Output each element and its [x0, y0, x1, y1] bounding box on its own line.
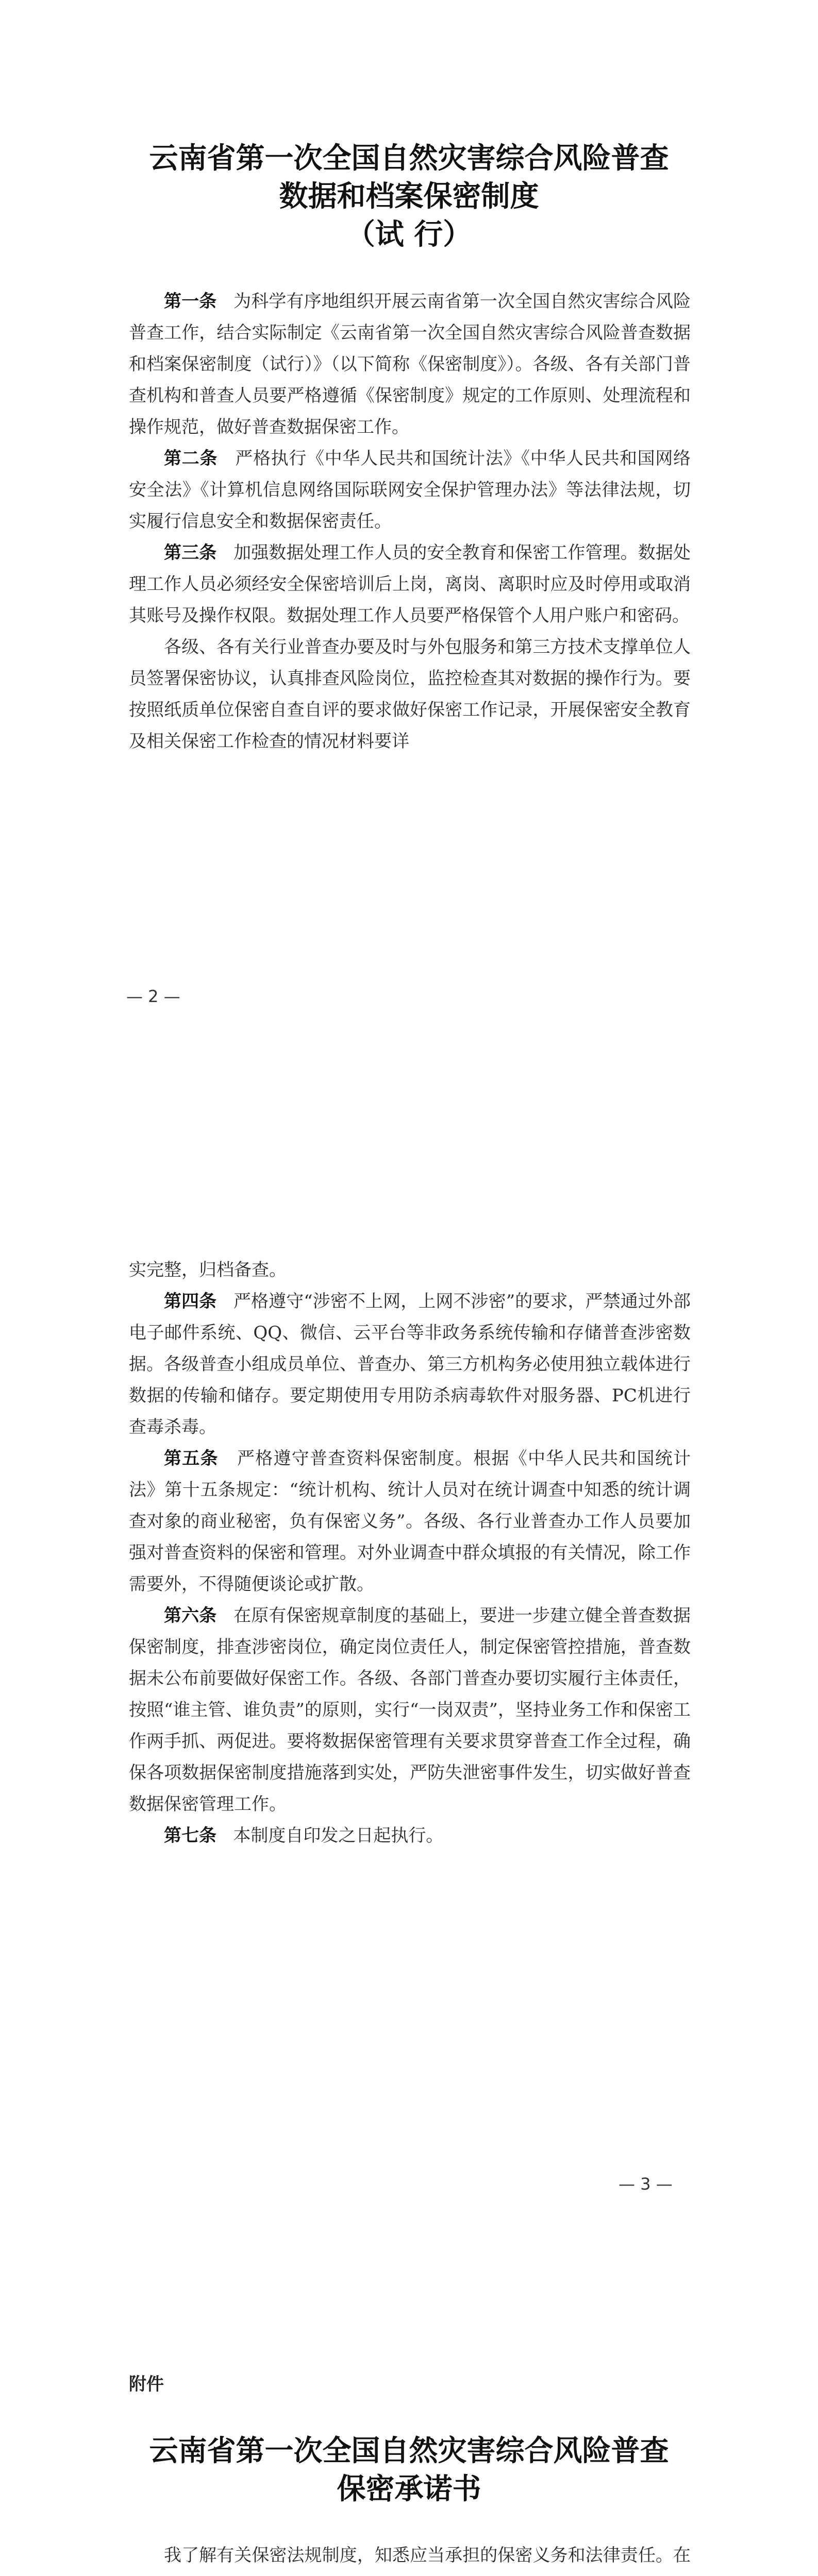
article-3-label: 第三条 — [164, 543, 217, 563]
article-1 — [129, 286, 691, 443]
page-number: — 2 — — [126, 987, 180, 1006]
article-6 — [129, 1600, 691, 1820]
article-6-text: 在原有保密规章制度的基础上，要进一步建立健全普查数据保密制度，排查涉密岗位，确定岗位责任人，制定保密管控措施，普查数据未公布前要做好保密工作。各级、各部门普查办要切实履行主体责任，按照“谁主管、谁负责”的原则，实行“一岗双责”，坚持业务工作和保密工作两手抓、两促进。要将数据保密管理有关要求贯穿普查工作全过程，确保各项数据保密制度措施落到实处，严防失泄密事件发生，切实做好普查数据保密管理工作。 — [129, 1605, 691, 1815]
page-number: — 3 — — [619, 2174, 673, 2194]
article-6-label: 第六条 — [164, 1605, 217, 1626]
title-line-2: 数据和档案保密制度 — [279, 179, 539, 213]
body-text — [129, 286, 691, 757]
article-4-text: 严格遵守“涉密不上网，上网不涉密”的要求，严禁通过外部电子邮件系统、QQ、微信、云平台等非政务系统传输和存储普查涉密数据。各级普查小组成员单位、普查办、第三方机构务必使用独立载体进行数据的传输和储存。要定期使用专用防杀病毒软件对服务器、PC机进行查毒杀毒。 — [129, 1291, 691, 1437]
article-7-text: 本制度自印发之日起执行。 — [233, 1825, 444, 1846]
pledge-body — [129, 2540, 691, 2576]
article-7-label: 第七条 — [164, 1825, 216, 1846]
document-page-3 — [0, 1206, 818, 2231]
document-title — [0, 139, 818, 253]
article-1-text: 为科学有序地组织开展云南省第一次全国自然灾害综合风险普查工作，结合实际制定《云南省第一次全国自然灾害综合风险普查数据和档案保密制度（试行）》（以下简称《保密制度》）。各级、各有关部门普查机构和普查人员要严格遵循《保密制度》规定的工作原则、处理流程和操作规范，做好普查数据保密工作。 — [129, 291, 691, 437]
article-3-text: 加强数据处理工作人员的安全教育和保密工作管理。数据处理工作人员必须经安全保密培训后上岗，离岗、离职时应及时停用或取消其账号及操作权限。数据处理工作人员要严格保管个人用户账户和密码。 — [129, 543, 691, 626]
annex-title-line-2: 保密承诺书 — [337, 2472, 481, 2506]
article-2-text: 严格执行《中华人民共和国统计法》《中华人民共和国网络安全法》《计算机信息网络国际联网安全保护管理办法》等法律法规，切实履行信息安全和数据保密责任。 — [129, 448, 691, 532]
article-2-label: 第二条 — [164, 448, 218, 469]
pledge-intro: 我了解有关保密法规制度，知悉应当承担的保密义务和法律责任。在 — [164, 2545, 691, 2566]
article-4 — [129, 1286, 691, 1443]
title-line-1: 云南省第一次全国自然灾害综合风险普查 — [149, 141, 669, 175]
paragraph-3-cont: 各级、各有关行业普查办要及时与外包服务和第三方技术支撑单位人员签署保密协议，认真排查风险岗位，监控检查其对数据的操作行为。要按照纸质单位保密自查自评的要求做好保密工作记录，开展保密安全教育及相关保密工作检查的情况材料要详 — [129, 637, 691, 752]
document-page-2 — [0, 0, 818, 1028]
article-1-label: 第一条 — [164, 291, 217, 312]
article-5-label: 第五条 — [164, 1448, 219, 1469]
article-5-text: 严格遵守普查资料保密制度。根据《中华人民共和国统计法》第十五条规定：“统计机构、统计人员对在统计调查中知悉的统计调查对象的商业秘密，负有保密义务”。各级、各行业普查办工作人员要加强对普查资料的保密和管理。对外业调查中群众填报的有关情况，除工作需要外，不得随便谈论或扩散。 — [129, 1448, 691, 1595]
article-2 — [129, 443, 691, 537]
article-5 — [129, 1443, 691, 1600]
article-4-label: 第四条 — [164, 1291, 217, 1312]
title-line-3: （试 行） — [346, 217, 472, 251]
continuation-text: 实完整，归档备查。 — [129, 1260, 287, 1280]
annex-label: 附件 — [129, 2374, 164, 2395]
document-page-4 — [0, 2370, 818, 2576]
annex-title — [0, 2432, 818, 2508]
article-3 — [129, 537, 691, 632]
article-7 — [129, 1820, 691, 1852]
annex-title-line-1: 云南省第一次全国自然灾害综合风险普查 — [149, 2434, 669, 2468]
body-text — [129, 1255, 691, 1852]
